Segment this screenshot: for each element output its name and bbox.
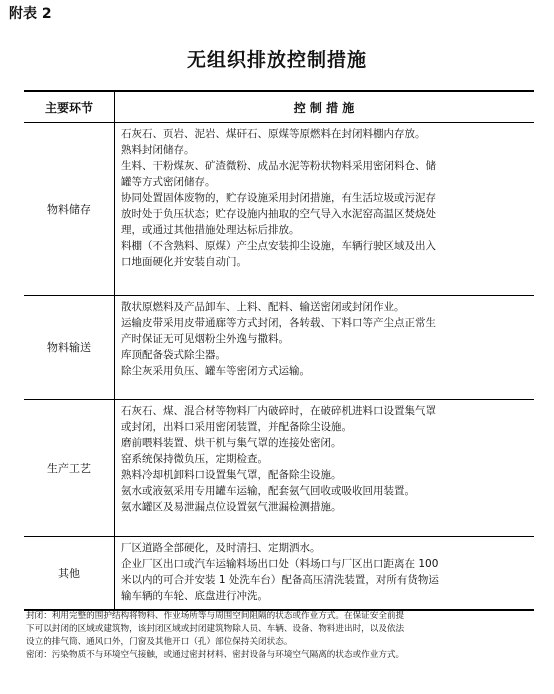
row-label: 其他 [58, 566, 80, 580]
measure-line: 罐等方式密闭储存。 [121, 176, 216, 188]
measure-line: 或封闭，出料口采用密闭装置，并配备除尘设施。 [121, 421, 352, 433]
row-measures [121, 299, 528, 379]
measure-line: 熟料封闭储存。 [121, 144, 195, 156]
measure-line: 氨水罐区及易泄漏点位设置氨气泄漏检测措施。 [121, 501, 342, 513]
measure-line: 产时保证无可见烟粉尘外逸与撒料。 [121, 333, 289, 345]
row-measures [121, 540, 528, 604]
measure-line: 协同处置固体废物的，贮存设施采用封闭措施，有生活垃圾或污泥存 [121, 192, 436, 204]
appendix-label: 附表 2 [9, 6, 52, 22]
measure-line: 运输皮带采用皮带通廊等方式封闭，各转载、下料口等产尘点正常生 [121, 317, 436, 329]
row-label: 物料储存 [47, 202, 91, 216]
measure-line: 库顶配备袋式除尘器。 [121, 349, 226, 361]
measure-line: 厂区道路全部硬化，及时清扫、定期洒水。 [121, 542, 321, 554]
document-title: 无组织排放控制措施 [186, 49, 367, 71]
footnote-line: 设立的排气筒、通风口外，门窗及其他开口（孔）部位保持关闭状态。 [26, 637, 293, 647]
measure-line: 料棚（不含熟料、原煤）产尘点安装抑尘设施，车辆行驶区域及出入 [121, 240, 436, 252]
measure-line: 输车辆的车轮、底盘进行冲洗。 [121, 590, 268, 602]
header-control-measures: 控 制 措 施 [293, 101, 355, 115]
table-row-material-transport [24, 295, 534, 400]
measure-line: 企业厂区出口或汽车运输料场出口处（料场口与厂区出口距离在 100 [121, 558, 439, 570]
measure-line: 理，或通过其他措施处理达标后排放。 [121, 224, 300, 236]
measure-line: 石灰石、页岩、泥岩、煤矸石、原煤等原燃料在封闭料棚内存放。 [121, 128, 426, 140]
table-header-row [24, 92, 534, 123]
footnote-line: 密闭：污染物质不与环境空气接触，或通过密封材料、密封设备与环境空气隔离的状态或作业方式。 [26, 650, 405, 660]
header-main-stage: 主要环节 [44, 101, 93, 115]
measure-line: 口地面硬化并安装自动门。 [121, 256, 247, 268]
footnote-line: 封闭：利用完整的围护结构将物料、作业场所等与周围空间阻隔的状态或作业方式。在保证安全前提 [26, 611, 405, 621]
row-label: 生产工艺 [47, 461, 91, 475]
measure-line: 熟料冷却机卸料口设置集气罩，配备除尘设施。 [121, 469, 342, 481]
table-row-material-storage [24, 122, 534, 296]
measure-line: 磨前喂料装置、烘干机与集气罩的连接处密闭。 [121, 437, 342, 449]
measure-line: 散状原燃料及产品卸车、上料、配料、输送密闭或封闭作业。 [121, 301, 405, 313]
row-label: 物料输送 [47, 341, 91, 354]
measure-line: 米以内的可合并安装 1 处洗车台）配备高压清洗装置，对所有货物运 [121, 574, 439, 586]
measure-line: 生料、干粉煤灰、矿渣微粉、成品水泥等粉状物料采用密闭料仓、储 [121, 160, 436, 172]
footnotes [26, 610, 536, 662]
measure-line: 除尘灰采用负压、罐车等密闭方式运输。 [121, 365, 310, 377]
measure-line: 放时处于负压状态；贮存设施内抽取的空气导入水泥窑高温区焚烧处 [121, 208, 436, 220]
footnote-line: 下可以封闭的区域或建筑物，该封闭区域或封闭建筑物除人员、车辆、设备、物料进出时，以及依法 [26, 624, 405, 634]
table-row-other [24, 536, 534, 609]
row-measures [121, 403, 528, 515]
measure-line: 窑系统保持微负压，定期检查。 [121, 453, 268, 465]
table-row-production-process [24, 399, 534, 537]
row-measures [121, 126, 528, 270]
measure-line: 石灰石、煤、混合材等物料厂内破碎时，在破碎机进料口设置集气罩 [121, 405, 436, 417]
control-measures-table [24, 90, 534, 611]
measure-line: 氨水或液氨采用专用罐车运输，配套氨气回收或吸收回用装置。 [121, 485, 415, 497]
